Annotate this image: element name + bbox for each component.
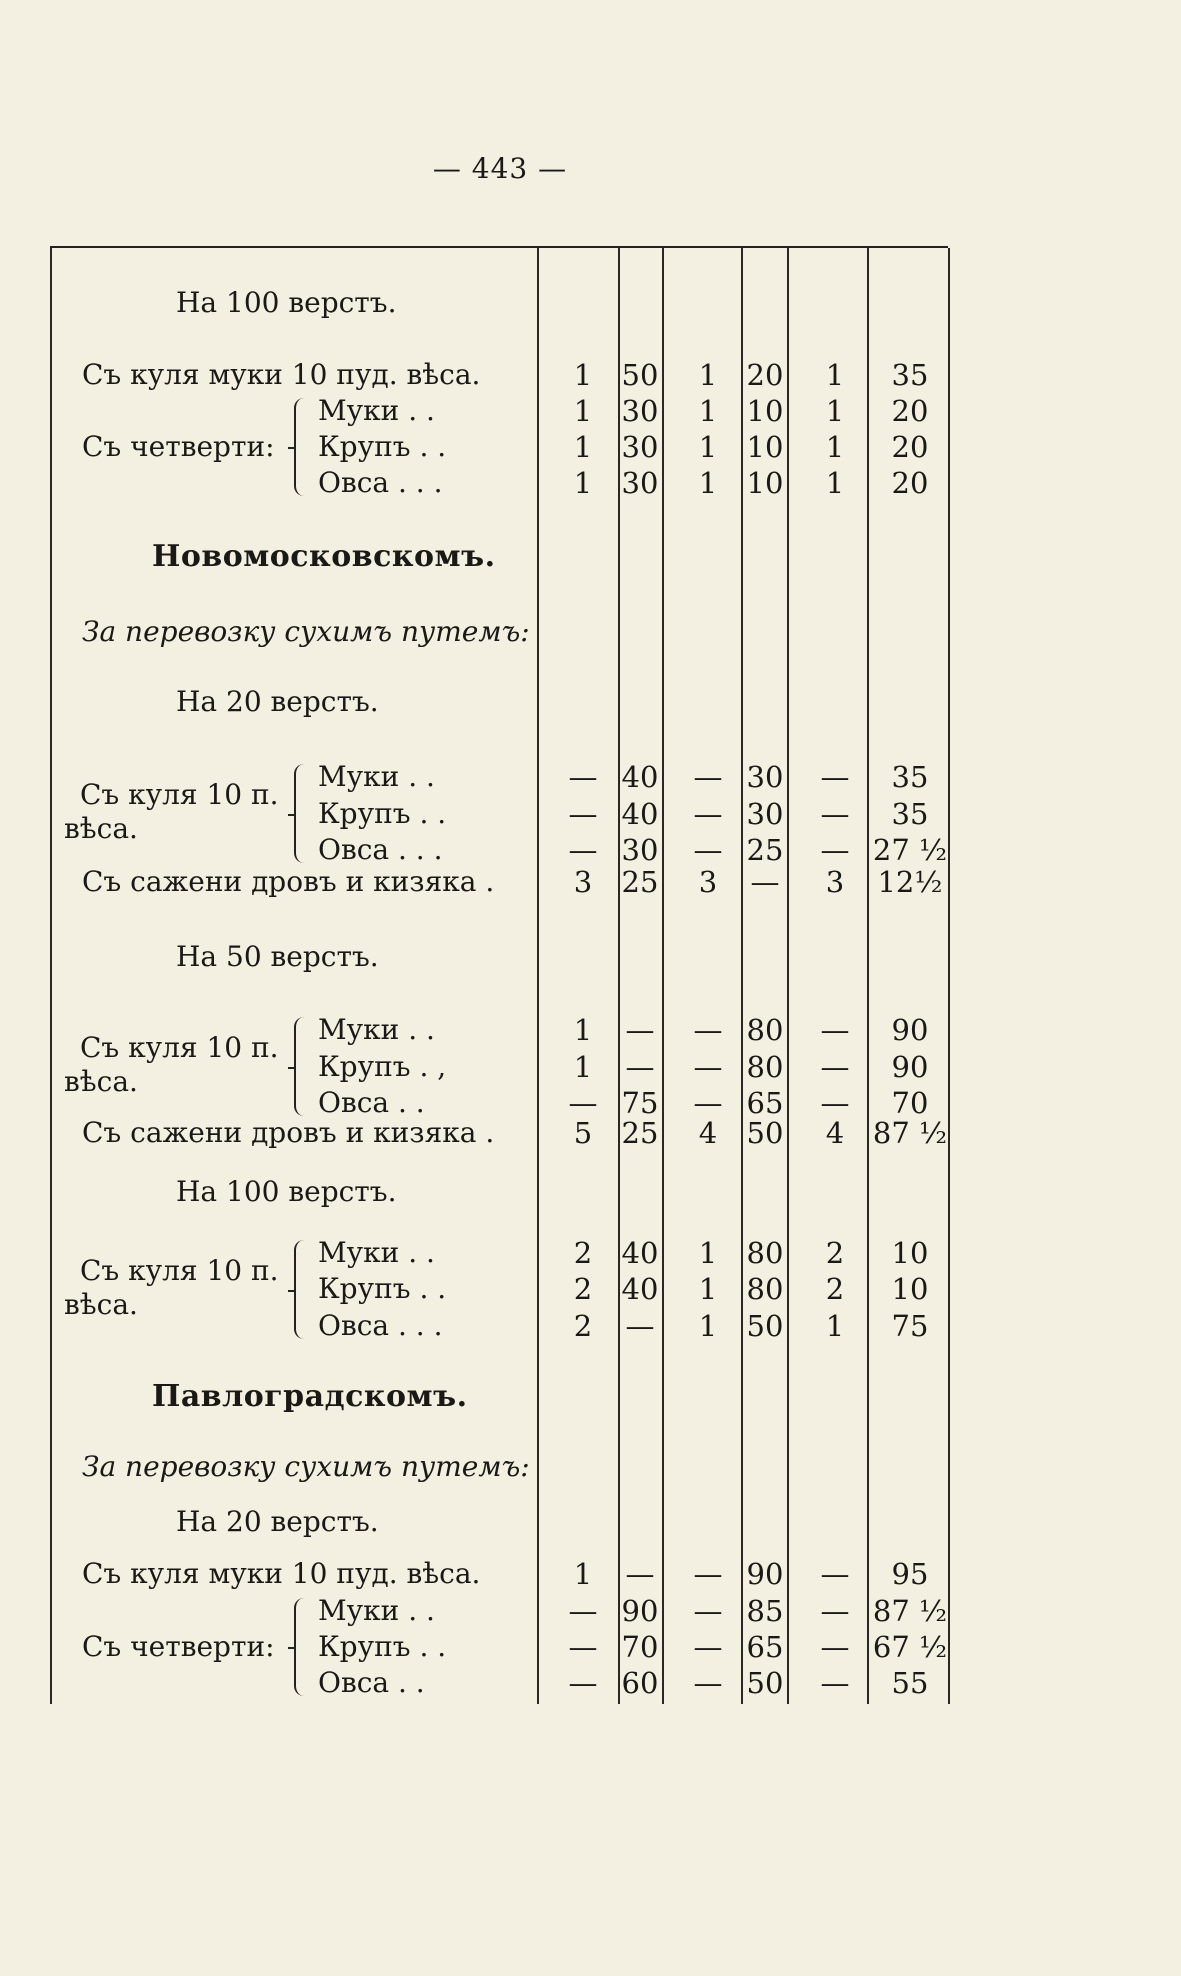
table-cell: 1 bbox=[825, 358, 845, 392]
distance-subheading: На 100 верстъ. bbox=[176, 1175, 397, 1208]
table-cell: 1 bbox=[698, 358, 718, 392]
table-cell: 1 bbox=[698, 466, 718, 500]
table-cell: 27 ½ bbox=[872, 833, 948, 867]
table-cell: — bbox=[820, 1594, 850, 1628]
table-cell: — bbox=[820, 1557, 850, 1591]
table-cell: 80 bbox=[746, 1236, 784, 1270]
brace bbox=[294, 398, 306, 496]
table-cell: 25 bbox=[621, 1116, 659, 1150]
group-item-label: Крупъ . . bbox=[318, 797, 447, 830]
table-cell: 35 bbox=[891, 358, 929, 392]
table-cell: — bbox=[625, 1557, 655, 1591]
table-cell: 35 bbox=[891, 760, 929, 794]
group-item-label: Овса . . bbox=[318, 1086, 425, 1119]
group-label: Съ четверти: bbox=[82, 430, 275, 463]
table-cell: 50 bbox=[746, 1666, 784, 1700]
column-rule bbox=[537, 248, 539, 1704]
table-cell: 1 bbox=[573, 394, 593, 428]
table-cell: 90 bbox=[621, 1594, 659, 1628]
distance-subheading: На 20 верстъ. bbox=[176, 1505, 379, 1538]
group-item-label: Овса . . . bbox=[318, 833, 443, 866]
table-cell: 2 bbox=[825, 1236, 845, 1270]
table-cell: 1 bbox=[825, 1309, 845, 1343]
group-label: Съ четверти: bbox=[82, 1630, 275, 1663]
group-item-label: Овса . . . bbox=[318, 1309, 443, 1342]
table-cell: 30 bbox=[621, 394, 659, 428]
table-cell: 90 bbox=[891, 1013, 929, 1047]
table-cell: 70 bbox=[621, 1630, 659, 1664]
table-cell: — bbox=[693, 1050, 723, 1084]
table-cell: 40 bbox=[621, 1236, 659, 1270]
table-cell: 80 bbox=[746, 1013, 784, 1047]
group-item-label: Муки . . bbox=[318, 394, 435, 427]
table-cell: 1 bbox=[698, 1236, 718, 1270]
table-cell: 10 bbox=[891, 1272, 929, 1306]
table-cell: 3 bbox=[698, 865, 718, 899]
table-cell: — bbox=[820, 1630, 850, 1664]
table-cell: 90 bbox=[746, 1557, 784, 1591]
group-item-label: Муки . . bbox=[318, 1594, 435, 1627]
table-cell: — bbox=[568, 760, 598, 794]
table-cell: 1 bbox=[573, 1557, 593, 1591]
table-cell: 1 bbox=[573, 1013, 593, 1047]
distance-subheading: На 100 верстъ. bbox=[176, 286, 397, 319]
group-label: Съ куля 10 п. bbox=[80, 778, 279, 811]
table-cell: — bbox=[568, 1630, 598, 1664]
row-label: Съ сажени дровъ и кизяка . bbox=[82, 1116, 495, 1149]
column-rule bbox=[50, 248, 52, 1704]
table-cell: 80 bbox=[746, 1050, 784, 1084]
table-cell: — bbox=[820, 1666, 850, 1700]
table-cell: 70 bbox=[891, 1086, 929, 1120]
table-cell: 40 bbox=[621, 797, 659, 831]
group-label-cont: вѣса. bbox=[64, 1288, 138, 1321]
table-cell: 30 bbox=[621, 466, 659, 500]
table-cell: 87 ½ bbox=[872, 1594, 948, 1628]
table-cell: 65 bbox=[746, 1086, 784, 1120]
table-cell: 2 bbox=[573, 1272, 593, 1306]
table-cell: — bbox=[568, 833, 598, 867]
table-cell: — bbox=[625, 1309, 655, 1343]
district-heading: Павлоградскомъ. bbox=[152, 1379, 468, 1414]
table-cell: 1 bbox=[698, 394, 718, 428]
group-label: Съ куля 10 п. bbox=[80, 1031, 279, 1064]
table-cell: 1 bbox=[573, 430, 593, 464]
table-cell: — bbox=[693, 760, 723, 794]
table-cell: 25 bbox=[621, 865, 659, 899]
table-cell: 1 bbox=[573, 1050, 593, 1084]
transport-note: За перевозку сухимъ путемъ: bbox=[82, 1450, 530, 1483]
table-cell: 3 bbox=[825, 865, 845, 899]
table-cell: — bbox=[820, 797, 850, 831]
table-cell: — bbox=[568, 1086, 598, 1120]
table-cell: — bbox=[693, 1594, 723, 1628]
table-cell: 1 bbox=[825, 394, 845, 428]
table-cell: — bbox=[568, 1594, 598, 1628]
page-number: — 443 — bbox=[432, 152, 568, 185]
table-cell: 10 bbox=[746, 466, 784, 500]
table-cell: — bbox=[693, 1630, 723, 1664]
table-cell: 75 bbox=[891, 1309, 929, 1343]
brace bbox=[294, 1598, 306, 1696]
brace bbox=[294, 1017, 306, 1116]
table-cell: 20 bbox=[891, 466, 929, 500]
table-cell: 4 bbox=[698, 1116, 718, 1150]
brace bbox=[294, 764, 306, 863]
table-cell: 1 bbox=[573, 466, 593, 500]
table-cell: — bbox=[693, 1013, 723, 1047]
table-cell: — bbox=[693, 1557, 723, 1591]
group-label: Съ куля 10 п. bbox=[80, 1254, 279, 1287]
group-item-label: Овса . . bbox=[318, 1666, 425, 1699]
table-cell: 3 bbox=[573, 865, 593, 899]
table-cell: — bbox=[625, 1050, 655, 1084]
table-cell: 10 bbox=[746, 430, 784, 464]
table-cell: 67 ½ bbox=[872, 1630, 948, 1664]
table-cell: 90 bbox=[891, 1050, 929, 1084]
table-cell: — bbox=[820, 760, 850, 794]
table-cell: 30 bbox=[746, 760, 784, 794]
table-cell: 10 bbox=[746, 394, 784, 428]
distance-subheading: На 50 верстъ. bbox=[176, 940, 379, 973]
row-label: Съ сажени дровъ и кизяка . bbox=[82, 865, 495, 898]
table-cell: 1 bbox=[698, 430, 718, 464]
table-cell: 30 bbox=[746, 797, 784, 831]
group-item-label: Муки . . bbox=[318, 1013, 435, 1046]
table-cell: — bbox=[820, 1050, 850, 1084]
table-cell: 5 bbox=[573, 1116, 593, 1150]
group-label-cont: вѣса. bbox=[64, 1065, 138, 1098]
group-item-label: Овса . . . bbox=[318, 466, 443, 499]
table-cell: 1 bbox=[698, 1272, 718, 1306]
table-cell: 60 bbox=[621, 1666, 659, 1700]
distance-subheading: На 20 верстъ. bbox=[176, 685, 379, 718]
table-cell: 2 bbox=[573, 1236, 593, 1270]
table-cell: 85 bbox=[746, 1594, 784, 1628]
table-cell: 20 bbox=[891, 394, 929, 428]
table-cell: — bbox=[693, 833, 723, 867]
table-cell: — bbox=[820, 833, 850, 867]
table-cell: 1 bbox=[573, 358, 593, 392]
district-heading: Новомосковскомъ. bbox=[152, 539, 496, 574]
table-cell: — bbox=[568, 797, 598, 831]
table-cell: — bbox=[568, 1666, 598, 1700]
table-cell: 4 bbox=[825, 1116, 845, 1150]
table-cell: 35 bbox=[891, 797, 929, 831]
table-cell: 1 bbox=[825, 430, 845, 464]
table-cell: 20 bbox=[891, 430, 929, 464]
table-cell: — bbox=[820, 1013, 850, 1047]
table-top-rule bbox=[50, 246, 948, 248]
brace bbox=[294, 1240, 306, 1339]
table-cell: 50 bbox=[746, 1116, 784, 1150]
group-item-label: Крупъ . , bbox=[318, 1050, 447, 1083]
table-cell: 1 bbox=[698, 1309, 718, 1343]
transport-note: За перевозку сухимъ путемъ: bbox=[82, 615, 530, 648]
table-cell: 2 bbox=[573, 1309, 593, 1343]
row-label: Съ куля муки 10 пуд. вѣса. bbox=[82, 358, 481, 391]
table-cell: — bbox=[693, 797, 723, 831]
table-cell: 40 bbox=[621, 760, 659, 794]
row-label: Съ куля муки 10 пуд. вѣса. bbox=[82, 1557, 481, 1590]
table-cell: 50 bbox=[621, 358, 659, 392]
table-cell: 2 bbox=[825, 1272, 845, 1306]
table-cell: 80 bbox=[746, 1272, 784, 1306]
table-cell: 25 bbox=[746, 833, 784, 867]
table-cell: 75 bbox=[621, 1086, 659, 1120]
table-cell: 95 bbox=[891, 1557, 929, 1591]
group-item-label: Крупъ . . bbox=[318, 430, 447, 463]
table-cell: 10 bbox=[891, 1236, 929, 1270]
table-cell: — bbox=[750, 865, 780, 899]
group-label-cont: вѣса. bbox=[64, 812, 138, 845]
table-cell: 65 bbox=[746, 1630, 784, 1664]
group-item-label: Муки . . bbox=[318, 1236, 435, 1269]
table-cell: 1 bbox=[825, 466, 845, 500]
group-item-label: Крупъ . . bbox=[318, 1630, 447, 1663]
group-item-label: Муки . . bbox=[318, 760, 435, 793]
table-cell: 12½ bbox=[877, 865, 943, 899]
table-cell: 87 ½ bbox=[872, 1116, 948, 1150]
table-cell: — bbox=[625, 1013, 655, 1047]
table-cell: 30 bbox=[621, 833, 659, 867]
table-cell: 55 bbox=[891, 1666, 929, 1700]
table-cell: — bbox=[820, 1086, 850, 1120]
table-cell: 30 bbox=[621, 430, 659, 464]
group-item-label: Крупъ . . bbox=[318, 1272, 447, 1305]
table-cell: 40 bbox=[621, 1272, 659, 1306]
table-cell: — bbox=[693, 1086, 723, 1120]
table-cell: 50 bbox=[746, 1309, 784, 1343]
table-cell: 20 bbox=[746, 358, 784, 392]
table-cell: — bbox=[693, 1666, 723, 1700]
